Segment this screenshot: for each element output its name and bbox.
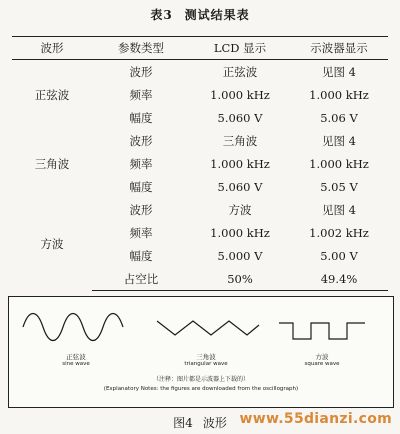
param-cell: 波形 <box>129 64 153 79</box>
param-cell: 幅度 <box>129 248 153 263</box>
group-triangle: 三角波 <box>34 156 70 171</box>
lcd-cell: 5.060 V <box>217 179 263 194</box>
sine-wave-trace <box>23 314 123 341</box>
header-lcd-display: LCD 显示 <box>190 37 290 60</box>
triangle-wave-label-en: triangular wave <box>184 361 228 367</box>
sine-wave-label-en: sine wave <box>62 361 90 367</box>
scope-cell: 1.000 kHz <box>309 156 369 171</box>
param-cell: 波形 <box>129 133 153 148</box>
table-title-label: 表3 <box>150 8 173 22</box>
param-cell: 频率 <box>129 156 153 171</box>
table-title-text: 测试结果表 <box>184 8 250 22</box>
scope-cell: 5.05 V <box>320 179 358 194</box>
figure-note-zh: （注释：图片都是示波器上下载的） <box>152 376 249 383</box>
lcd-cell: 1.000 kHz <box>210 225 270 240</box>
figure-caption-text: 波形 <box>202 416 227 430</box>
waveform-figure <box>8 296 394 408</box>
lcd-cell: 1.000 kHz <box>210 87 270 102</box>
scope-cell: 见图 4 <box>322 64 356 79</box>
table-row <box>12 60 388 84</box>
square-wave-trace <box>279 323 365 339</box>
lcd-cell: 1.000 kHz <box>210 156 270 171</box>
param-cell: 频率 <box>129 225 153 240</box>
param-cell: 占空比 <box>92 267 190 291</box>
triangle-wave-label <box>161 352 251 367</box>
param-cell: 幅度 <box>129 110 153 125</box>
triangle-wave-label-zh: 三角波 <box>196 353 216 361</box>
param-cell: 频率 <box>129 87 153 102</box>
scope-cell: 见图 4 <box>322 202 356 217</box>
lcd-cell: 正弦波 <box>222 64 258 79</box>
lcd-cell: 50% <box>190 267 290 291</box>
watermark: www.55dianzi.com <box>239 411 392 427</box>
table-row <box>12 129 388 152</box>
header-param-type: 参数类型 <box>92 37 190 60</box>
header-waveform: 波形 <box>12 37 92 60</box>
square-wave-label-zh: 方波 <box>315 353 329 361</box>
square-wave-label-en: square wave <box>304 361 340 367</box>
lcd-cell: 5.000 V <box>217 248 263 263</box>
figure-note-en: (Explanatory Notes: the figures are downloaded from the oscillograph) <box>103 386 299 392</box>
lcd-cell: 方波 <box>228 202 252 217</box>
scope-cell: 1.002 kHz <box>309 225 369 240</box>
figure-caption-label: 图4 <box>173 416 193 430</box>
table-row <box>12 198 388 221</box>
scope-cell: 49.4% <box>290 267 388 291</box>
param-cell: 波形 <box>129 202 153 217</box>
sine-wave-label <box>31 352 121 367</box>
param-cell: 幅度 <box>129 179 153 194</box>
lcd-cell: 5.060 V <box>217 110 263 125</box>
scope-cell: 5.06 V <box>320 110 358 125</box>
scope-cell: 5.00 V <box>320 248 358 263</box>
table-header-row <box>12 37 388 60</box>
header-scope-display: 示波器显示 <box>290 37 388 60</box>
sine-wave-label-zh: 正弦波 <box>66 353 86 361</box>
triangle-wave-trace <box>157 321 259 335</box>
scope-cell: 1.000 kHz <box>309 87 369 102</box>
results-table <box>12 36 388 291</box>
scope-cell: 见图 4 <box>322 133 356 148</box>
square-wave-label <box>277 352 367 367</box>
group-sine: 正弦波 <box>34 87 70 102</box>
table-title <box>0 6 400 23</box>
group-square: 方波 <box>40 237 64 252</box>
lcd-cell: 三角波 <box>222 133 258 148</box>
